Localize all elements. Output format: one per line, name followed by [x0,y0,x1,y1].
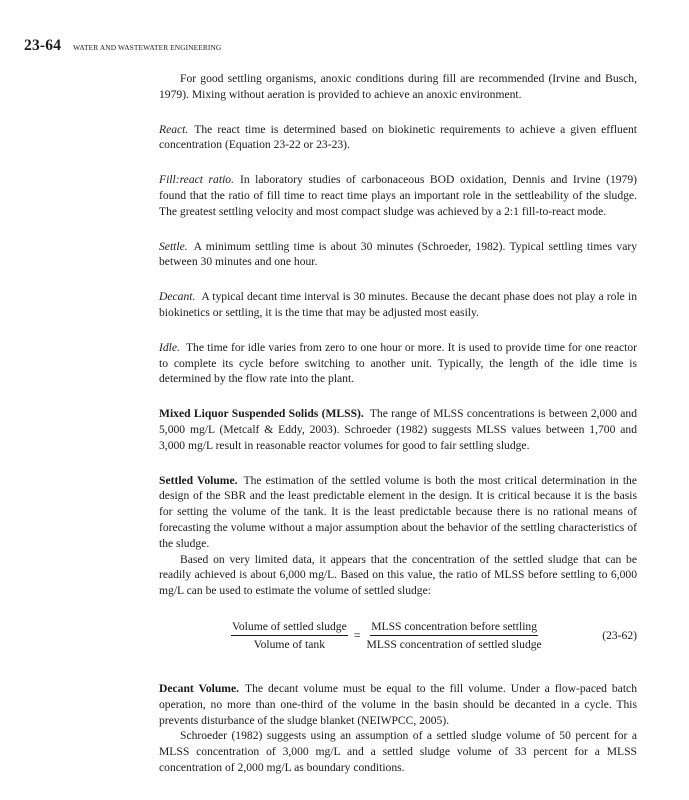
equation-number: (23-62) [602,628,637,642]
settle-heading: Settle. [159,239,188,253]
fraction-left-numerator: Volume of settled sludge [231,620,348,636]
decant-volume-heading: Decant Volume. [159,681,240,695]
fraction-left [231,620,348,652]
settled-volume-text: The estimation of the settled volume is both the most critical determination in the design of the SBR and the least predictable element in the design. It is critical because it is the basis for setting the volume of the tank. It is the least predictable because there is no rational means of forecasting the volume without a major assumption about the behavior of the settling characteristics of the sludge. [159,473,637,550]
paragraph-text: For good settling organisms, anoxic conditions during fill are recommended (Irvine and Busch, 1979). Mixing without aeration is provided to achieve an anoxic environment. [159,72,637,101]
body-text [159,71,637,776]
paragraph-idle [159,340,637,387]
react-heading: React. [159,122,189,136]
fraction-right-numerator: MLSS concentration before settling [370,620,538,636]
idle-heading: Idle. [159,340,180,354]
settle-text: A minimum settling time is about 30 minutes (Schroeder, 1982). Typical settling times vary between 30 minutes and one hour. [159,239,637,269]
decant-volume-text: The decant volume must be equal to the fill volume. Under a flow-paced batch operation, no more than one-third of the volume in the basin should be decanted in a cycle. This prevents disturbance of the sludge blanket (NEIWPCC, 2005). [159,681,637,727]
idle-text: The time for idle varies from zero to one hour or more. It is used to provide time for one reactor to complete its cycle before switching to another unit. Typically, the length of the idle time is determined by the flow rate into the plant. [159,340,637,386]
paragraph-react [159,122,637,154]
fraction-left-denominator: Volume of tank [253,637,326,651]
paragraph-decant-volume-cont [159,728,637,775]
decant-volume-text-2: Schroeder (1982) suggests using an assumption of a settled sludge volume of 50 percent for a MLSS concentration of 3,000 mg/L and a settled sludge volume of 33 percent for a MLSS concentration of 2,000 mg/L as boundary conditions. [159,729,637,774]
decant-text: A typical decant time interval is 30 minutes. Because the decant phase does not play a role in biokinetics or settling, it is the time that may be adjusted most easily. [159,290,637,319]
fraction-right-denominator: MLSS concentration of settled sludge [366,637,542,651]
paragraph-settled-volume-cont [159,552,637,599]
fill-react-heading: Fill:react ratio. [159,173,234,187]
paragraph-decant-volume [159,681,637,728]
mlss-heading: Mixed Liquor Suspended Solids (MLSS). [159,407,364,421]
paragraph-fill-react-ratio [159,172,637,219]
page-number: 23-64 [24,37,62,54]
running-head: WATER AND WASTEWATER ENGINEERING [73,43,222,52]
fill-react-text: In laboratory studies of carbonaceous BOD oxidation, Dennis and Irvine (1979) found that the ratio of fill time to react time plays an important role in the settleability of the sludge. The greatest settling velocity and most compact sludge was achieved by a 2:1 fill-to-react mode. [159,173,637,218]
settled-volume-heading: Settled Volume. [159,473,238,487]
paragraph-fill-intro [159,71,637,103]
mlss-text: The range of MLSS concentrations is between 2,000 and 5,000 mg/L (Metcalf & Eddy, 2003). Schroeder (1982) suggests MLSS values between 1,700 and 3,000 mg/L result in reasonable reactor volumes for good to fair settling sludge. [159,407,637,452]
react-text: The react time is determined based on biokinetic requirements to achieve a given effluent concentration (Equation 23-22 or 23-23). [159,122,637,152]
settled-volume-text-2: Based on very limited data, it appears that the concentration of the settled sludge that can be readily achieved is about 6,000 mg/L. Based on this value, the ratio of MLSS before settling to 6,000 mg/L can be used to estimate the volume of settled sludge: [159,552,637,598]
paragraph-decant [159,289,637,321]
decant-heading: Decant. [159,290,196,304]
paragraph-settle [159,239,637,271]
equals-sign: = [353,628,361,643]
paragraph-mlss [159,406,637,453]
fraction-right [367,620,542,652]
paragraph-settled-volume [159,473,637,552]
equation-23-62 [159,619,637,653]
page-header [24,37,221,55]
